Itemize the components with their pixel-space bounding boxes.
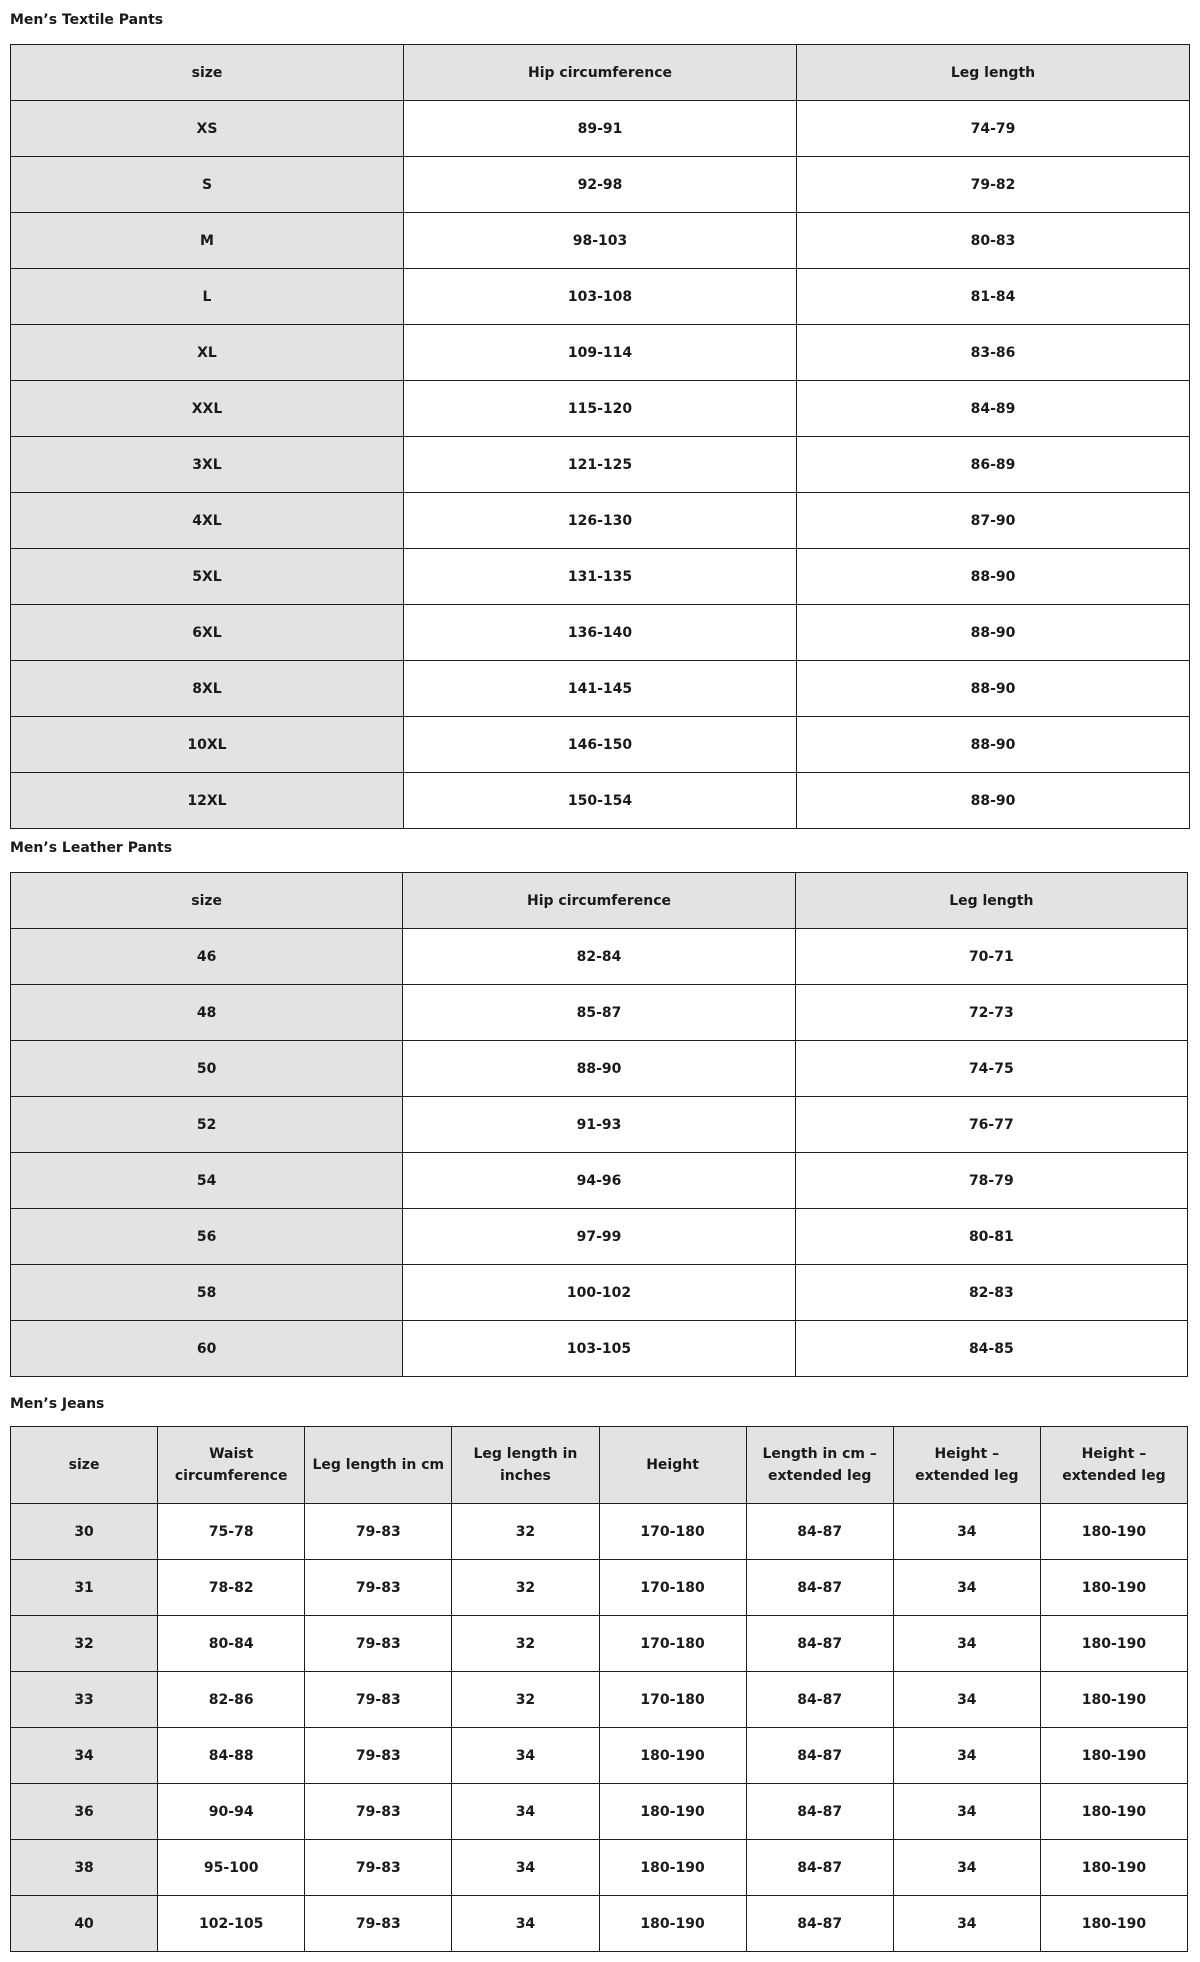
size-cell: 32 (11, 1616, 158, 1672)
table-cell: 74-75 (795, 1041, 1187, 1097)
table-cell: 34 (893, 1504, 1040, 1560)
table-row (11, 213, 1190, 269)
table-cell: 34 (893, 1840, 1040, 1896)
table-cell: 88-90 (797, 605, 1190, 661)
size-cell: 38 (11, 1840, 158, 1896)
table-cell: 180-190 (1040, 1504, 1187, 1560)
size-cell: 34 (11, 1728, 158, 1784)
table-body (11, 1504, 1188, 1952)
table-cell: 86-89 (797, 437, 1190, 493)
table-cell: 84-87 (746, 1896, 893, 1952)
column-header-size: size (11, 873, 403, 929)
table-row (11, 381, 1190, 437)
table-cell: 84-87 (746, 1840, 893, 1896)
table-cell: 88-90 (797, 717, 1190, 773)
table-row (11, 1616, 1188, 1672)
table-cell: 87-90 (797, 493, 1190, 549)
table-cell: 82-84 (403, 929, 795, 985)
table-cell: 70-71 (795, 929, 1187, 985)
table-cell: 80-84 (158, 1616, 305, 1672)
table-cell: 121-125 (404, 437, 797, 493)
table-row (11, 1153, 1188, 1209)
size-cell: 3XL (11, 437, 404, 493)
table-cell: 34 (893, 1560, 1040, 1616)
size-cell: 40 (11, 1896, 158, 1952)
table-cell: 34 (893, 1616, 1040, 1672)
size-cell: XXL (11, 381, 404, 437)
column-header-hip-circumference: Hip circumference (403, 873, 795, 929)
size-cell: 56 (11, 1209, 403, 1265)
column-header-leg-length: Leg length (797, 45, 1190, 101)
size-cell: 8XL (11, 661, 404, 717)
leather-pants-title: Men’s Leather Pants (10, 840, 173, 856)
table-cell: 82-83 (795, 1265, 1187, 1321)
table-cell: 76-77 (795, 1097, 1187, 1153)
table-row (11, 929, 1188, 985)
table-cell: 34 (893, 1784, 1040, 1840)
table-row (11, 157, 1190, 213)
table-cell: 88-90 (797, 773, 1190, 829)
size-cell: 54 (11, 1153, 403, 1209)
table-row (11, 493, 1190, 549)
table-cell: 34 (452, 1728, 599, 1784)
table-cell: 80-83 (797, 213, 1190, 269)
table-cell: 32 (452, 1504, 599, 1560)
size-cell: 58 (11, 1265, 403, 1321)
table-cell: 79-83 (305, 1728, 452, 1784)
table-cell: 82-86 (158, 1672, 305, 1728)
table-cell: 79-83 (305, 1504, 452, 1560)
size-cell: 52 (11, 1097, 403, 1153)
table-row (11, 1041, 1188, 1097)
table-cell: 180-190 (599, 1896, 746, 1952)
table-row (11, 773, 1190, 829)
table-cell: 170-180 (599, 1672, 746, 1728)
leather-pants-size-table (10, 872, 1188, 1377)
table-cell: 79-83 (305, 1560, 452, 1616)
table-cell: 102-105 (158, 1896, 305, 1952)
table-cell: 84-89 (797, 381, 1190, 437)
column-header-hip-circumference: Hip circumference (404, 45, 797, 101)
size-cell: 48 (11, 985, 403, 1041)
table-row (11, 1784, 1188, 1840)
jeans-title: Men’s Jeans (10, 1396, 105, 1412)
table-cell: 79-83 (305, 1784, 452, 1840)
table-cell: 103-105 (403, 1321, 795, 1377)
table-row (11, 1896, 1188, 1952)
table-header-row (11, 1427, 1188, 1504)
table-cell: 180-190 (599, 1840, 746, 1896)
column-header-size: size (11, 1427, 158, 1504)
table-cell: 126-130 (404, 493, 797, 549)
table-cell: 88-90 (797, 661, 1190, 717)
size-cell: 30 (11, 1504, 158, 1560)
table-cell: 136-140 (404, 605, 797, 661)
size-cell: 12XL (11, 773, 404, 829)
table-row (11, 1265, 1188, 1321)
table-cell: 115-120 (404, 381, 797, 437)
size-cell: 60 (11, 1321, 403, 1377)
table-cell: 100-102 (403, 1265, 795, 1321)
table-row (11, 1728, 1188, 1784)
jeans-size-table (10, 1426, 1188, 1952)
table-cell: 131-135 (404, 549, 797, 605)
size-cell: 6XL (11, 605, 404, 661)
table-cell: 180-190 (1040, 1896, 1187, 1952)
table-row (11, 437, 1190, 493)
table-cell: 91-93 (403, 1097, 795, 1153)
table-cell: 141-145 (404, 661, 797, 717)
table-cell: 79-83 (305, 1616, 452, 1672)
table-cell: 79-83 (305, 1840, 452, 1896)
table-cell: 84-87 (746, 1504, 893, 1560)
table-cell: 34 (452, 1784, 599, 1840)
table-cell: 180-190 (1040, 1728, 1187, 1784)
table-cell: 32 (452, 1560, 599, 1616)
table-cell: 34 (893, 1672, 1040, 1728)
table-row (11, 661, 1190, 717)
column-header-leg-length-cm: Leg length in cm (305, 1427, 452, 1504)
table-cell: 34 (893, 1728, 1040, 1784)
table-cell: 84-87 (746, 1784, 893, 1840)
table-cell: 180-190 (1040, 1784, 1187, 1840)
table-cell: 180-190 (1040, 1616, 1187, 1672)
column-header-height-extended-leg: Height – extended leg (1040, 1427, 1187, 1504)
table-cell: 80-81 (795, 1209, 1187, 1265)
table-cell: 170-180 (599, 1560, 746, 1616)
table-cell: 34 (452, 1896, 599, 1952)
table-cell: 88-90 (797, 549, 1190, 605)
column-header-height: Height (599, 1427, 746, 1504)
table-cell: 180-190 (1040, 1560, 1187, 1616)
size-cell: M (11, 213, 404, 269)
table-cell: 85-87 (403, 985, 795, 1041)
size-cell: S (11, 157, 404, 213)
size-cell: 31 (11, 1560, 158, 1616)
textile-pants-title: Men’s Textile Pants (10, 12, 164, 28)
size-cell: 10XL (11, 717, 404, 773)
table-cell: 89-91 (404, 101, 797, 157)
table-row (11, 101, 1190, 157)
table-body (11, 929, 1188, 1377)
textile-pants-size-table (10, 44, 1190, 829)
table-header-row (11, 873, 1188, 929)
table-row (11, 1321, 1188, 1377)
size-cell: XL (11, 325, 404, 381)
table-row (11, 1560, 1188, 1616)
table-cell: 34 (452, 1840, 599, 1896)
table-cell: 92-98 (404, 157, 797, 213)
size-cell: 4XL (11, 493, 404, 549)
table-cell: 180-190 (1040, 1672, 1187, 1728)
table-cell: 170-180 (599, 1616, 746, 1672)
table-cell: 81-84 (797, 269, 1190, 325)
table-cell: 98-103 (404, 213, 797, 269)
table-cell: 180-190 (1040, 1840, 1187, 1896)
table-row (11, 549, 1190, 605)
size-cell: XS (11, 101, 404, 157)
table-row (11, 985, 1188, 1041)
table-cell: 94-96 (403, 1153, 795, 1209)
column-header-length-cm-extended-leg: Length in cm – extended leg (746, 1427, 893, 1504)
table-cell: 103-108 (404, 269, 797, 325)
table-cell: 150-154 (404, 773, 797, 829)
table-row (11, 1504, 1188, 1560)
table-body (11, 101, 1190, 829)
table-cell: 109-114 (404, 325, 797, 381)
table-cell: 84-87 (746, 1728, 893, 1784)
table-cell: 84-88 (158, 1728, 305, 1784)
table-header-row (11, 45, 1190, 101)
table-cell: 32 (452, 1616, 599, 1672)
table-row (11, 605, 1190, 661)
table-cell: 78-82 (158, 1560, 305, 1616)
table-row (11, 1097, 1188, 1153)
table-cell: 180-190 (599, 1784, 746, 1840)
column-header-waist-circumference: Waist circumference (158, 1427, 305, 1504)
table-row (11, 717, 1190, 773)
table-cell: 146-150 (404, 717, 797, 773)
size-cell: 33 (11, 1672, 158, 1728)
table-row (11, 1840, 1188, 1896)
table-cell: 78-79 (795, 1153, 1187, 1209)
column-header-size: size (11, 45, 404, 101)
table-cell: 97-99 (403, 1209, 795, 1265)
size-cell: 46 (11, 929, 403, 985)
table-cell: 75-78 (158, 1504, 305, 1560)
table-cell: 79-83 (305, 1896, 452, 1952)
table-cell: 79-82 (797, 157, 1190, 213)
size-cell: L (11, 269, 404, 325)
table-row (11, 269, 1190, 325)
column-header-leg-length: Leg length (795, 873, 1187, 929)
table-row (11, 1672, 1188, 1728)
table-cell: 34 (893, 1896, 1040, 1952)
table-cell: 84-87 (746, 1672, 893, 1728)
column-header-height-extended-leg-inches: Height – extended leg (893, 1427, 1040, 1504)
table-cell: 84-87 (746, 1560, 893, 1616)
table-cell: 79-83 (305, 1672, 452, 1728)
table-cell: 84-85 (795, 1321, 1187, 1377)
size-cell: 50 (11, 1041, 403, 1097)
table-cell: 84-87 (746, 1616, 893, 1672)
table-cell: 32 (452, 1672, 599, 1728)
table-cell: 90-94 (158, 1784, 305, 1840)
table-cell: 83-86 (797, 325, 1190, 381)
table-row (11, 1209, 1188, 1265)
table-cell: 72-73 (795, 985, 1187, 1041)
size-cell: 36 (11, 1784, 158, 1840)
table-row (11, 325, 1190, 381)
column-header-leg-length-inches: Leg length in inches (452, 1427, 599, 1504)
table-cell: 95-100 (158, 1840, 305, 1896)
table-cell: 74-79 (797, 101, 1190, 157)
size-cell: 5XL (11, 549, 404, 605)
table-cell: 88-90 (403, 1041, 795, 1097)
table-cell: 180-190 (599, 1728, 746, 1784)
table-cell: 170-180 (599, 1504, 746, 1560)
